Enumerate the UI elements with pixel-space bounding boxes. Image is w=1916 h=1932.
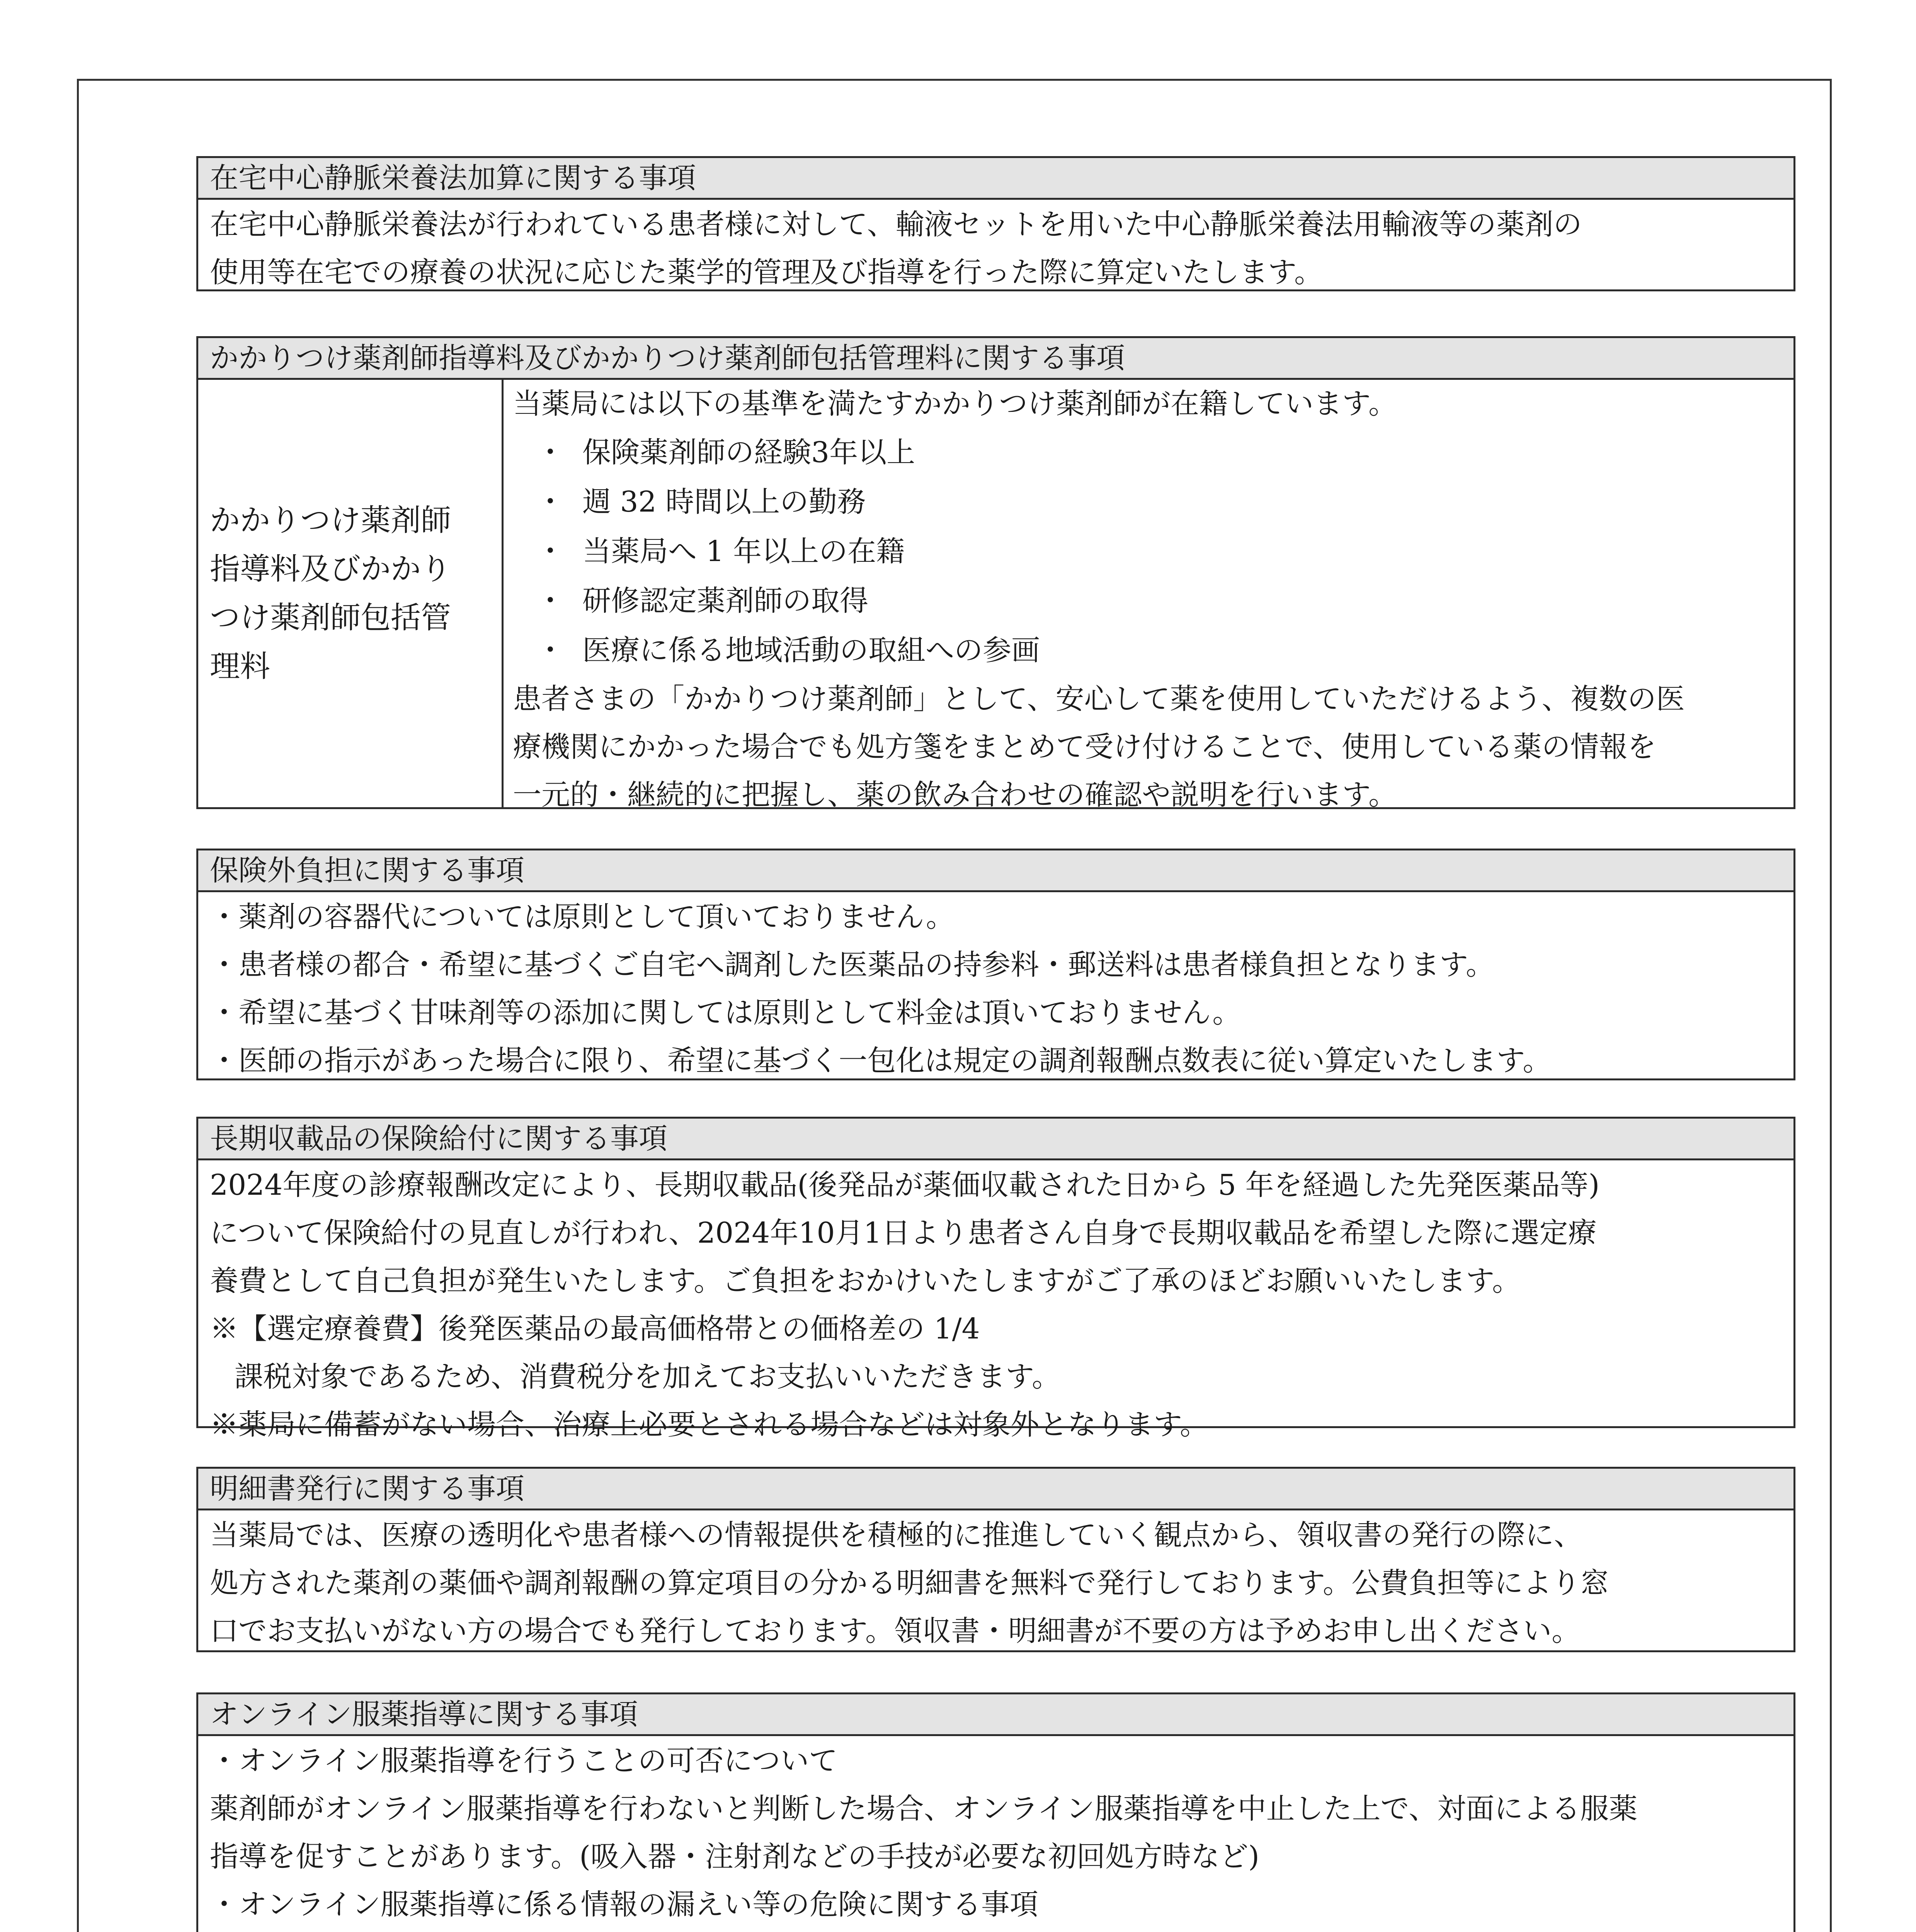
text-line: 口でお支払いがない方の場合でも発行しております。領収書・明細書が不要の方は予めお申し出ください。 bbox=[210, 1614, 1581, 1648]
text-line: 当薬局では、医療の透明化や患者様への情報提供を積極的に推進していく観点から、領収書の発行の際に、 bbox=[210, 1519, 1582, 1552]
fee-label-line: 理料 bbox=[210, 649, 271, 684]
section-body bbox=[198, 200, 1793, 296]
criteria-text: 医療に係る地域活動の取組への参画 bbox=[582, 634, 1040, 667]
text-line: ・希望に基づく甘味剤等の添加に関しては原則として料金は頂いておりません。 bbox=[210, 996, 1241, 1029]
criteria-item bbox=[513, 576, 1784, 626]
section-table bbox=[198, 380, 1793, 811]
section-body bbox=[198, 1160, 1793, 1449]
section-title: 在宅中心静脈栄養法加算に関する事項 bbox=[198, 158, 1793, 200]
fee-description-cell bbox=[504, 380, 1793, 811]
text-line: ・オンライン服薬指導を行うことの可否について bbox=[210, 1744, 838, 1777]
section-title: 保険外負担に関する事項 bbox=[198, 850, 1793, 892]
section-body bbox=[198, 892, 1793, 1085]
text-line: 2024年度の診療報酬改定により、長期収載品(後発品が薬価収載された日から 5 年を経過した先発医薬品等) bbox=[210, 1168, 1600, 1202]
fee-label-cell bbox=[198, 380, 504, 807]
text-line bbox=[210, 1929, 1782, 1932]
section-non-insurance bbox=[196, 849, 1795, 1080]
text-line: 処方された薬剤の薬価や調剤報酬の算定項目の分かる明細書を無料で発行しております。公費負担等により窓 bbox=[210, 1566, 1609, 1600]
fee-label-line: かかりつけ薬剤師 bbox=[210, 503, 451, 538]
criteria-text: 保険薬剤師の経験3年以上 bbox=[582, 436, 915, 469]
text-line: ・オンライン服薬指導に係る情報の漏えい等の危険に関する事項 bbox=[210, 1888, 1038, 1921]
criteria-item bbox=[513, 477, 1784, 527]
section-kakaritsuke bbox=[196, 336, 1795, 809]
text-line: ・患者様の都合・希望に基づくご自宅へ調剤した医薬品の持参料・郵送料は患者様負担となります。 bbox=[210, 948, 1495, 981]
criteria-text: 週 32 時間以上の勤務 bbox=[582, 485, 866, 519]
text-line: ※薬局に備蓄がない場合、治療上必要とされる場合などは対象外となります。 bbox=[210, 1408, 1209, 1441]
criteria-item bbox=[513, 428, 1784, 477]
intro-text: 当薬局には以下の基準を満たすかかりつけ薬剤師が在籍しています。 bbox=[513, 387, 1397, 420]
description-line: 患者さまの「かかりつけ薬剤師」として、安心して薬を使用していただけるよう、複数の医 bbox=[513, 682, 1685, 716]
text-line: ・医師の指示があった場合に限り、希望に基づく一包化は規定の調剤報酬点数表に従い算定いたします。 bbox=[210, 1044, 1552, 1077]
description-line: 一元的・継続的に把握し、薬の飲み合わせの確認や説明を行います。 bbox=[513, 778, 1397, 811]
section-body bbox=[198, 1510, 1793, 1655]
bullet-mark: ・ bbox=[536, 584, 565, 617]
text-line: 養費として自己負担が発生いたします。ご負担をおかけいたしますがご了承のほどお願いいたします。 bbox=[210, 1264, 1521, 1298]
criteria-item bbox=[513, 527, 1784, 576]
section-long-listed bbox=[196, 1117, 1795, 1441]
bullet-mark: ・ bbox=[536, 634, 565, 667]
description-line: 療機関にかかった場合でも処方箋をまとめて受け付けることで、使用している薬の情報を bbox=[513, 730, 1656, 764]
fee-label-line: 指導料及びかかり bbox=[210, 552, 451, 587]
bullet-mark: ・ bbox=[536, 436, 565, 469]
bullet-mark: ・ bbox=[536, 485, 565, 519]
section-online bbox=[196, 1692, 1795, 1932]
text-line: 課税対象であるため、消費税分を加えてお支払いいただきます。 bbox=[235, 1360, 1061, 1393]
section-statement bbox=[196, 1467, 1795, 1652]
section-title: かかりつけ薬剤師指導料及びかかりつけ薬剤師包括管理料に関する事項 bbox=[198, 338, 1793, 380]
fee-label-line: つけ薬剤師包括管 bbox=[210, 600, 451, 635]
bullet-mark: ・ bbox=[536, 535, 565, 568]
criteria-text: 研修認定薬剤師の取得 bbox=[582, 584, 868, 617]
section-title: オンライン服薬指導に関する事項 bbox=[198, 1694, 1793, 1736]
section-home-tpn bbox=[196, 156, 1795, 291]
section-title: 明細書発行に関する事項 bbox=[198, 1469, 1793, 1510]
text-line: ※【選定療養費】後発医薬品の最高価格帯との価格差の 1/4 bbox=[210, 1312, 980, 1345]
text-line: 在宅中心静脈栄養法が行われている患者様に対して、輸液セットを用いた中心静脈栄養法用輸液等の薬剤の bbox=[210, 208, 1582, 241]
section-title: 長期収載品の保険給付に関する事項 bbox=[198, 1119, 1793, 1160]
text-line: 使用等在宅での療養の状況に応じた薬学的管理及び指導を行った際に算定いたします。 bbox=[210, 256, 1323, 289]
criteria-text: 当薬局へ 1 年以上の在籍 bbox=[582, 535, 905, 568]
text-line: 薬剤師がオンライン服薬指導を行わないと判断した場合、オンライン服薬指導を中止した上で、対面による服薬 bbox=[210, 1792, 1638, 1825]
section-body bbox=[198, 1736, 1793, 1932]
text-line: について保険給付の見直しが行われ、2024年10月1日より患者さん自身で長期収載品を希望した際に選定療 bbox=[210, 1216, 1597, 1250]
text-line: 指導を促すことがあります。(吸入器・注射剤などの手技が必要な初回処方時など) bbox=[210, 1840, 1259, 1873]
criteria-item bbox=[513, 626, 1784, 675]
text-line: ・薬剤の容器代については原則として頂いておりません。 bbox=[210, 900, 955, 934]
